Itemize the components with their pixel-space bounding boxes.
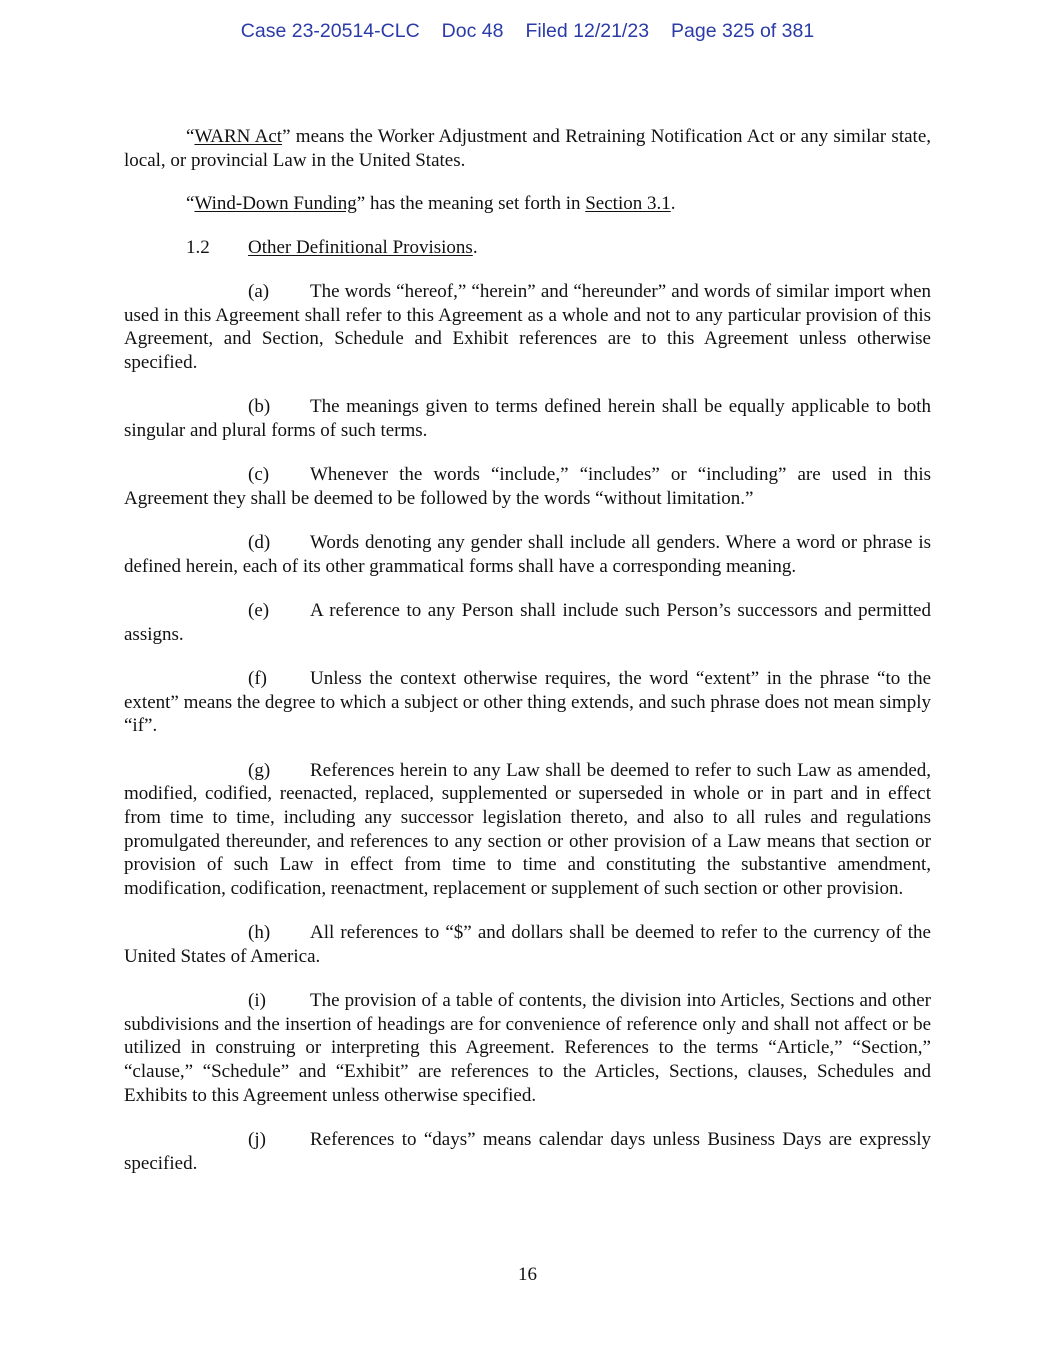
provision-text: The provision of a table of contents, the division into Articles, Sections and other subdivisions and the insertion of headings are for convenience of reference only and shall not affect or be utilized in construing or interpreting this Agreement. References to the terms “Article,” “Section,” “clause,” “Schedule” and “Exhibit” are references to the Articles, Sections, clauses, Schedules and Exhibits to this Agreement unless otherwise specified. bbox=[124, 990, 931, 1106]
provision-j bbox=[124, 1128, 931, 1175]
provision-label: (f) bbox=[248, 668, 267, 690]
provision-i bbox=[124, 989, 931, 1107]
provision-h bbox=[124, 921, 931, 968]
provision-label: (e) bbox=[248, 600, 270, 622]
defined-term: Wind-Down Funding bbox=[194, 193, 357, 215]
document-body bbox=[124, 125, 931, 1196]
section-heading: 1.2 Other Definitional Provisions. bbox=[186, 236, 478, 258]
definition-text: has the meaning set forth in bbox=[365, 193, 586, 215]
page-number: 16 bbox=[518, 1264, 537, 1285]
provision-label: (d) bbox=[248, 532, 271, 554]
provision-c bbox=[124, 463, 931, 510]
filed-date: Filed 12/21/23 bbox=[525, 20, 650, 42]
provision-d bbox=[124, 531, 931, 578]
provision-text: The meanings given to terms defined herein shall be equally applicable to both singular and plural forms of such terms. bbox=[124, 396, 931, 441]
case-number: Case 23-20514-CLC bbox=[240, 20, 420, 42]
provision-text: A reference to any Person shall include such Person’s successors and permitted assigns. bbox=[124, 600, 931, 645]
section-title: Other Definitional Provisions bbox=[248, 236, 473, 258]
provision-text: Words denoting any gender shall include all genders. Where a word or phrase is defined herein, each of its other grammatical forms shall have a corresponding meaning. bbox=[124, 532, 931, 577]
provision-text: References to “days” means calendar days unless Business Days are expressly specified. bbox=[124, 1128, 931, 1174]
provision-label: (g) bbox=[248, 759, 271, 781]
provision-text: The words “hereof,” “herein” and “hereunder” and words of similar import when used in this Agreement shall refer to this Agreement as a whole and not to any particular provision of this Agreement, and Section, Schedule and Exhibit references are to this Agreement unless otherwise specified. bbox=[124, 281, 931, 373]
definition-wind-down-funding: “Wind-Down Funding” has the meaning set forth in Section 3.1. bbox=[186, 193, 676, 215]
defined-term: WARN Act bbox=[194, 126, 283, 147]
page-count: Page 325 of 381 bbox=[671, 20, 815, 42]
provision-text: All references to “$” and dollars shall be deemed to refer to the currency of the United States of America. bbox=[124, 922, 931, 967]
provision-e bbox=[124, 599, 931, 646]
provision-a bbox=[124, 280, 931, 374]
provision-b bbox=[124, 395, 931, 442]
provision-label: (h) bbox=[248, 922, 271, 944]
section-reference: Section 3.1 bbox=[585, 193, 671, 215]
provision-text: Whenever the words “include,” “includes” or “including” are used in this Agreement they shall be deemed to be followed by the words “without limitation.” bbox=[124, 464, 931, 509]
provision-label: (b) bbox=[248, 396, 271, 418]
section-number: 1.2 bbox=[186, 236, 210, 258]
provision-label: (j) bbox=[248, 1128, 266, 1150]
provision-label: (c) bbox=[248, 464, 270, 486]
provision-f bbox=[124, 667, 931, 738]
provision-label: (i) bbox=[248, 990, 266, 1012]
provision-g bbox=[124, 759, 931, 901]
doc-number: Doc 48 bbox=[441, 20, 504, 42]
provision-label: (a) bbox=[248, 281, 270, 303]
case-header bbox=[0, 20, 1055, 43]
definition-warn-act: “WARN Act” means the Worker Adjustment and Retraining Notification Act or any similar state, local, or provincial Law in the United States. bbox=[124, 126, 931, 171]
provision-text: Unless the context otherwise requires, the word “extent” in the phrase “to the extent” means the degree to which a subject or other thing extends, and such phrase does not mean simply “if”. bbox=[124, 668, 931, 737]
definition-text: means the Worker Adjustment and Retraining Notification Act or any similar state, local, or provincial Law in the United States. bbox=[124, 126, 931, 171]
provision-text: References herein to any Law shall be deemed to refer to such Law as amended, modified, codified, reenacted, replaced, supplemented or superseded in whole or in part and in effect from time to time, including any successor legislation thereto, and also to all rules and regulations promulgated thereunder, and references to any section or other provision of a Law means that section or provision of such Law in effect from time to time and constituting the substantive amendment, modification, codification, reenactment, replacement or supplement of such section or other provision. bbox=[124, 759, 931, 899]
